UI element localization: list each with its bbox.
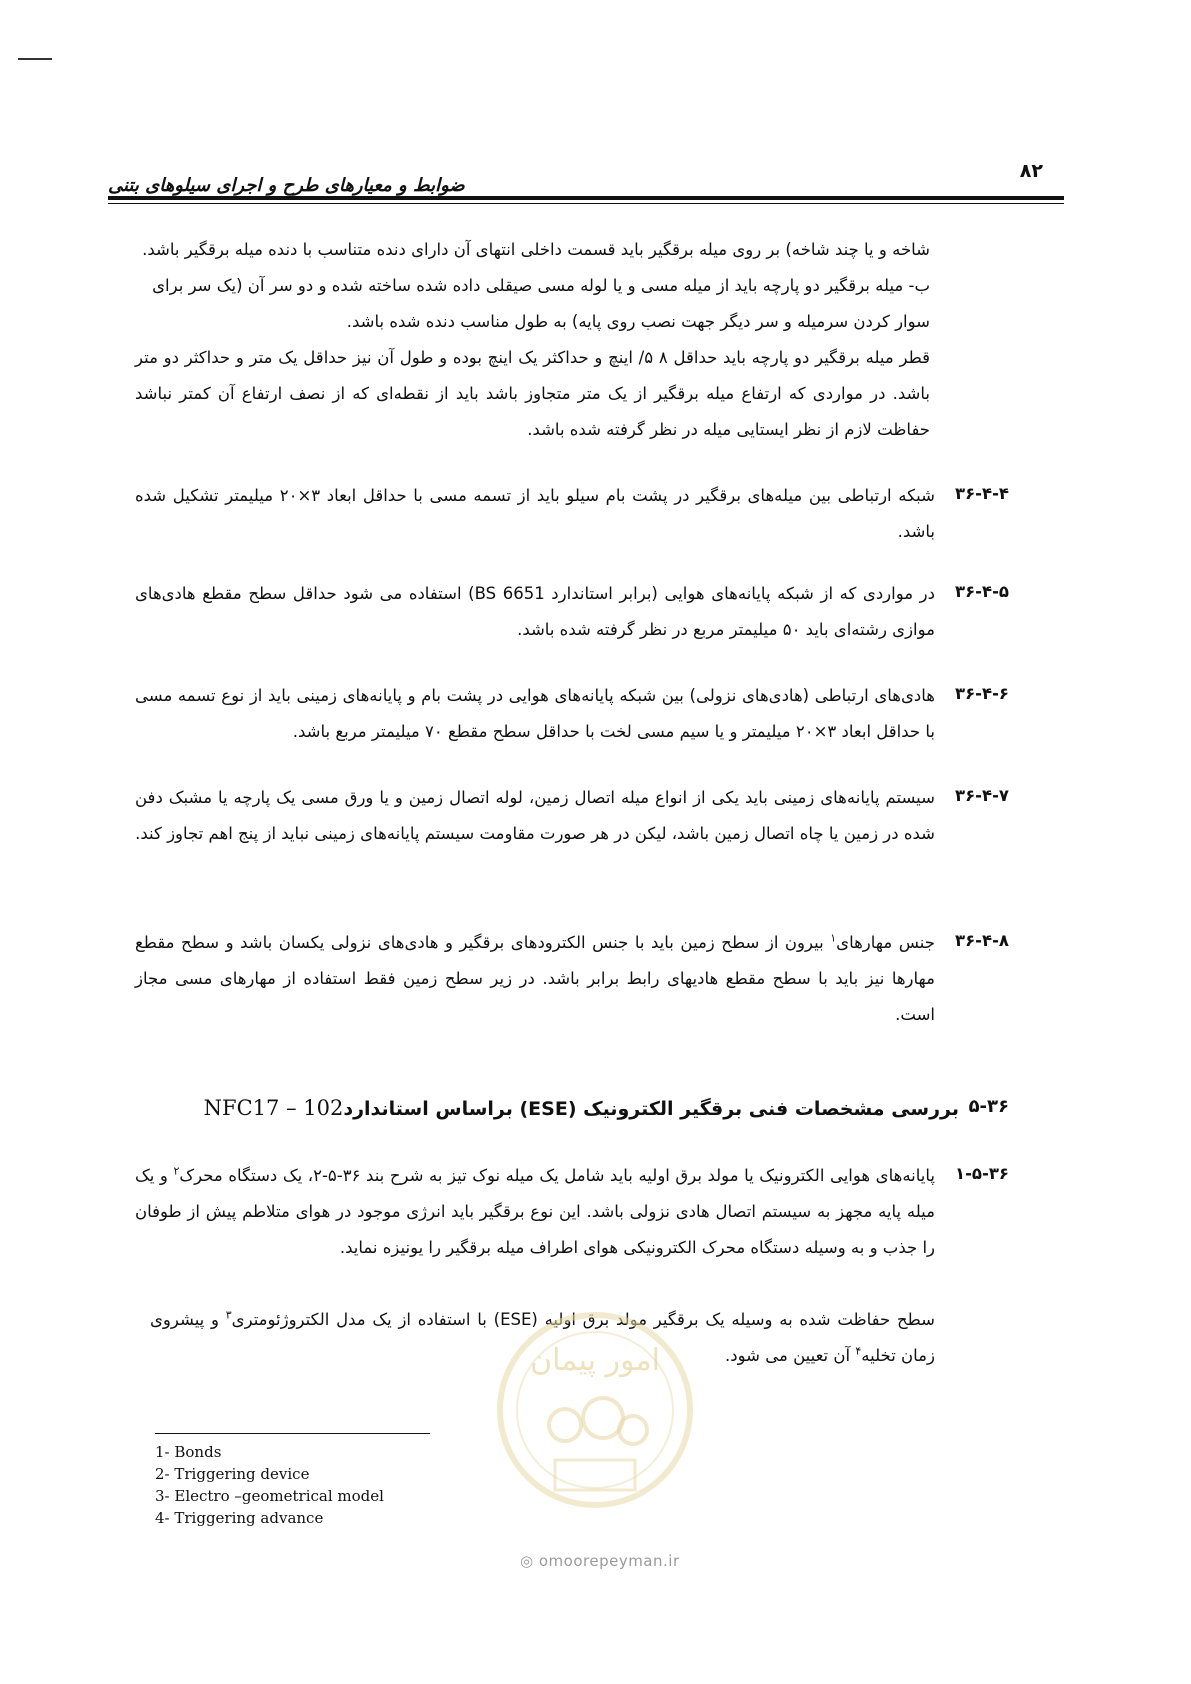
section-number: ۳۶-۴-۸ [955,931,1009,950]
footnote-ref: ۲ [173,1164,180,1178]
section-number: ۳۶-۴-۴ [955,484,1009,503]
corner-mark [18,58,52,60]
section-number: ۳۶-۴-۵ [955,582,1009,601]
footnote-ref: ۱ [830,931,837,945]
section-text: پایانه‌های هوایی الکترونیک یا مولد برق اولیه باید شامل یک میله نوک تیز به شرح بند ۳۶-۵-۲، یک دستگاه محرک$^۲$ و یک میله پایه مجهز به سیستم اتصال هادی نزولی باشد. این نوع برقگیر باید انرژی موجود در هوای متلاطم پیش از طوفان را جذب و به وسیله دستگاه محرک الکترونیکی هوای اطراف میله برقگیر را یونیزه نماید. [135,1164,936,1257]
footnote-divider [155,1433,430,1434]
section-heading: بررسی مشخصات فنی برقگیر الکترونیک (ESE) براساس استانداردNFC17 – 102 [203,1096,959,1120]
section-text-cont: سطح حفاظت شده به وسیله یک برقگیر مولد برق اولیه (ESE) با استفاده از یک مدل الکتروژئومتری$^۳$ و پیشروی زمان تخلیه$^۴$ آن تعیین می شود. [150,1308,935,1365]
section-text: جنس مهارهای$^۱$ بیرون از سطح زمین باید با جنس الکترودهای برقگیر و هادی‌های نزولی یکسان باشد و سطح مقطع مهارها نیز باید با سطح مقطع هادیهای رابط برابر باشد. در زیر سطح زمین فقط استفاده از مهارهای مسی مجاز است. [135,931,935,1024]
page-number: ۸۲ [1019,160,1043,182]
watermark-url: ◎ omoorepeyman.ir [520,1552,680,1570]
footnotes [155,1441,384,1529]
footnote-ref: ۳ [225,1308,232,1322]
paragraph-continuation: شاخه و یا چند شاخه) بر روی میله برقگیر باید قسمت داخلی انتهای آن دارای دنده متناسب با دنده میله برقگیر باشد. [142,240,930,259]
section-text: شبکه ارتباطی بین میله‌های برقگیر در پشت بام سیلو باید از تسمه مسی با حداقل ابعاد ۳×۲۰ میلیمتر تشکیل شده باشد. [135,486,935,541]
paragraph-item-b-cont: سوار کردن سرمیله و سر دیگر جهت نصب روی پایه) به طول مناسب دنده شده باشد. [346,312,930,331]
standard-code: NFC17 – 102 [203,1096,344,1120]
section-number: ۳۶-۴-۷ [955,786,1009,805]
footnote: 3- Electro –geometrical model [155,1487,384,1505]
section-number: ۱-۵-۳۶ [955,1164,1009,1183]
paragraph-item-b: ب- میله برقگیر دو پارچه باید از میله مسی و یا لوله مسی صیقلی داده شده ساخته شده و دو سر آن (یک سر برای [152,276,930,295]
footnote-ref: ۴ [855,1344,862,1358]
section-number: ۳۶-۴-۶ [955,684,1009,703]
footnote: 2- Triggering device [155,1465,310,1483]
running-title: ضوابط و معیارهای طرح و اجرای سیلوهای بتنی [108,175,465,196]
watermark-logo [485,1300,705,1540]
section-text: سیستم پایانه‌های زمینی باید یکی از انواع میله اتصال زمین، لوله اتصال زمین و یا ورق مسی یک پارچه یا مشبک دفن شده در زمین یا چاه اتصال زمین باشد، لیکن در هر صورت مقاومت سیستم پایانه‌های زمینی نباید از پنج اهم تجاوز کند. [135,788,935,843]
footnote: 4- Triggering advance [155,1509,324,1527]
paragraph-diameter: قطر میله برقگیر دو پارچه باید حداقل ۸ ۵/ اینچ و حداکثر یک اینچ بوده و طول آن نیز حداقل یک متر و حداکثر دو متر باشد. در مواردی که ارتفاع میله برقگیر از یک متر متجاوز باشد باید از نقطه‌ای که از نصف ارتفاع آن کمتر نباشد حفاظت لازم از نظر ایستایی میله در نظر گرفته شده باشد. [135,348,931,439]
header-rule [108,196,1064,200]
watermark-logo-text: امور پیمان [530,1343,660,1378]
watermark-icon: ◎ [520,1552,539,1570]
footnote: 1- Bonds [155,1443,222,1461]
header-rule-thin [108,203,1064,204]
section-text: در مواردی که از شبکه پایانه‌های هوایی (برابر استاندارد BS 6651) استفاده می شود حداقل سطح مقطع هادی‌های موازی رشته‌ای باید ۵۰ میلیمتر مربع در نظر گرفته شده باشد. [135,584,936,639]
section-text: هادی‌های ارتباطی (هادی‌های نزولی) بین شبکه پایانه‌های هوایی در پشت بام و پایانه‌های زمینی باید از نوع تسمه مسی با حداقل ابعاد ۳×۲۰ میلیمتر و یا سیم مسی لخت با حداقل سطح مقطع ۷۰ میلیمتر مربع باشد. [135,686,935,741]
section-number: ۵-۳۶ [968,1096,1009,1117]
